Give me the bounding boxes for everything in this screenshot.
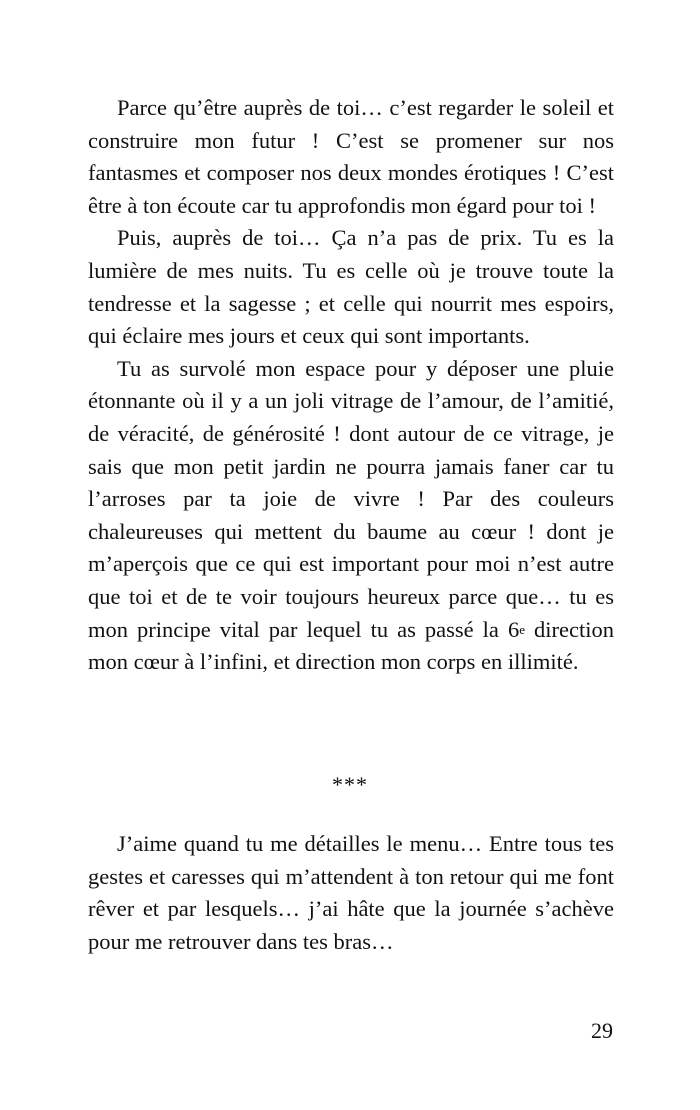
- paragraph-3: [88, 353, 614, 679]
- paragraph-1: Parce qu’être auprès de toi… c’est regarder le soleil et construire mon futur ! C’est se promener sur nos fantasmes et composer nos deux mondes érotiques ! C’est être à ton écoute car tu approfondis mon égard pour toi !: [88, 95, 614, 218]
- paragraph-4: J’aime quand tu me détailles le menu… Entre tous tes gestes et caresses qui m’attendent à ton retour qui me font rêver et par lesquels… j’ai hâte que la journée s’achève pour me retrouver dans tes bras…: [88, 831, 614, 954]
- ordinal-superscript: e: [519, 621, 525, 637]
- page-number: 29: [591, 1018, 613, 1043]
- paragraph-2: Puis, auprès de toi… Ça n’a pas de prix. Tu es la lumière de mes nuits. Tu es celle où je trouve toute la tendresse et la sagesse ; et celle qui nourrit mes espoirs, qui éclaire mes jours et ceux qui sont importants.: [88, 225, 614, 349]
- text-block-before-separator: [88, 92, 614, 679]
- section-separator: ***: [332, 772, 368, 797]
- text-block-after-separator: [88, 828, 614, 958]
- paragraph-3-text-start: Tu as survolé mon espace pour y déposer une pluie étonnante où il y a un joli vitrage de l’amour, de l’amitié, de véracité, de générosité ! dont autour de ce vitrage, je sais que mon petit jardin ne pourra jamais faner car tu l’arroses par ta joie de vivre ! Par des couleurs chaleureuses qui mettent du baume au cœur ! dont je m’aperçois que ce qui est important pour moi n’est autre que toi et de te voir toujours heureux parce que… tu es mon principe vital par lequel tu as passé la: [88, 355, 614, 642]
- paragraph-3-text-end: direction mon cœur à l’infini, et direction mon corps en illimité.: [88, 616, 614, 675]
- ordinal-number: 6: [507, 616, 520, 642]
